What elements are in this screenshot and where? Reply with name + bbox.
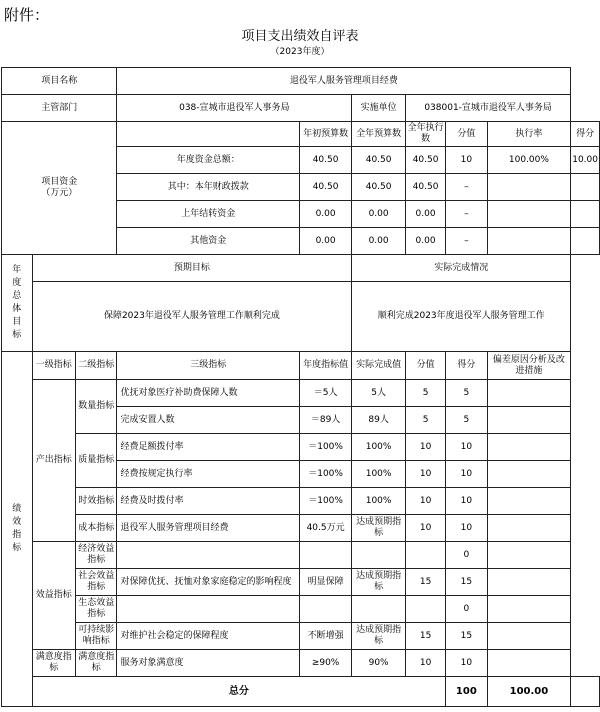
perf-level2: 质量指标 [75, 434, 117, 488]
funds-row-name: 年度资金总额： [117, 147, 300, 174]
perf-score-value[interactable]: 10 [406, 434, 446, 461]
goals-expected-header: 预期目标 [32, 255, 352, 282]
perf-deviation[interactable] [487, 650, 571, 677]
perf-score[interactable]: 5 [446, 380, 488, 407]
perf-row [2, 434, 600, 461]
perf-score-value[interactable]: 5 [406, 407, 446, 434]
perf-indicator[interactable]: 经费足额拨付率 [117, 434, 300, 461]
total-row [2, 677, 600, 707]
funds-rate[interactable] [487, 228, 571, 255]
project-name-label: 项目名称 [2, 68, 117, 95]
perf-actual[interactable]: 100% [352, 461, 406, 488]
funds-header: 全年预算数 [352, 122, 406, 147]
funds-blank-header [117, 122, 300, 147]
funds-score[interactable] [571, 201, 600, 228]
perf-row [2, 488, 600, 515]
perf-score-value[interactable]: 5 [406, 380, 446, 407]
perf-row [2, 596, 600, 623]
perf-target[interactable] [300, 596, 352, 623]
perf-header-row [2, 352, 600, 380]
perf-actual[interactable]: 达成预期指标 [352, 623, 406, 650]
total-score[interactable]: 100.00 [487, 677, 571, 707]
funds-header: 执行率 [487, 122, 571, 147]
page-title: 项目支出绩效自评表 [241, 29, 359, 44]
perf-deviation[interactable] [487, 569, 571, 596]
funds-rate[interactable]: 100.00% [487, 147, 571, 174]
perf-score[interactable]: 0 [446, 596, 488, 623]
funds-row-name: 上年结转资金 [117, 201, 300, 228]
goals-actual-header: 实际完成情况 [352, 255, 571, 282]
perf-row [2, 380, 600, 407]
funds-row-name: 其中：本年财政拨款 [117, 174, 300, 201]
perf-header: 偏差原因分析及改进措施 [487, 352, 571, 380]
perf-level2: 数量指标 [75, 380, 117, 434]
perf-level2: 社会效益指标 [75, 569, 117, 596]
funds-header: 分值 [446, 122, 488, 147]
funds-score-value[interactable]: – [446, 228, 488, 255]
attachment-label: 附件： [4, 6, 50, 24]
perf-score-value[interactable]: 15 [406, 569, 446, 596]
perf-score[interactable]: 10 [446, 650, 488, 677]
funds-rate[interactable] [487, 174, 571, 201]
funds-row-name: 其他资金 [117, 228, 300, 255]
perf-score[interactable]: 10 [446, 488, 488, 515]
perf-actual[interactable]: 90% [352, 650, 406, 677]
perf-actual[interactable]: 100% [352, 434, 406, 461]
funds-executed[interactable]: 0.00 [406, 228, 446, 255]
funds-header: 年初预算数 [300, 122, 352, 147]
funds-score-value[interactable]: 10 [446, 147, 488, 174]
perf-score-value[interactable]: 10 [406, 650, 446, 677]
funds-header-row [2, 122, 600, 147]
perf-score[interactable]: 5 [446, 407, 488, 434]
perf-target[interactable]: ＝89人 [300, 407, 352, 434]
perf-target[interactable]: ＝100% [300, 434, 352, 461]
perf-deviation[interactable] [487, 596, 571, 623]
perf-deviation[interactable] [487, 380, 571, 407]
perf-label: 绩效指标 [2, 352, 33, 707]
perf-indicator[interactable]: 完成安置人数 [117, 407, 300, 434]
perf-deviation[interactable] [487, 488, 571, 515]
perf-indicator[interactable]: 对维护社会稳定的保障程度 [117, 623, 300, 650]
funds-label: 项目资金 （万元） [2, 122, 117, 255]
perf-header: 年度指标值 [300, 352, 352, 380]
perf-indicator[interactable]: 对保障优抚、抚恤对象家庭稳定的影响程度 [117, 569, 300, 596]
goals-actual-value[interactable]: 顺利完成2023年度退役军人服务管理工作 [352, 282, 571, 352]
perf-header: 二级指标 [75, 352, 117, 380]
perf-indicator[interactable]: 退役军人服务管理项目经费 [117, 515, 300, 542]
perf-score[interactable]: 10 [446, 461, 488, 488]
funds-header: 得分 [571, 122, 600, 147]
perf-deviation[interactable] [487, 434, 571, 461]
perf-header: 得分 [446, 352, 488, 380]
funds-initial[interactable]: 40.50 [300, 147, 352, 174]
impl-label: 实施单位 [352, 95, 406, 122]
perf-actual[interactable]: 达成预期指标 [352, 569, 406, 596]
funds-executed[interactable]: 40.50 [406, 147, 446, 174]
perf-row [2, 623, 600, 650]
perf-indicator[interactable]: 经费按规定执行率 [117, 461, 300, 488]
funds-annual[interactable]: 40.50 [352, 147, 406, 174]
perf-level2: 时效指标 [75, 488, 117, 515]
perf-indicator[interactable]: 服务对象满意度 [117, 650, 300, 677]
funds-score[interactable]: 10.00 [571, 147, 600, 174]
perf-target[interactable]: ＝100% [300, 461, 352, 488]
goals-content-row [2, 282, 600, 352]
perf-level2: 经济效益指标 [75, 542, 117, 569]
perf-deviation[interactable] [487, 461, 571, 488]
funds-score-value[interactable]: – [446, 174, 488, 201]
report-year: （2023年度） [270, 47, 330, 57]
perf-actual[interactable]: 100% [352, 488, 406, 515]
funds-executed[interactable]: 0.00 [406, 201, 446, 228]
goals-expected-value[interactable]: 保障2023年退役军人服务管理工作顺利完成 [32, 282, 352, 352]
perf-header: 一级指标 [32, 352, 75, 380]
perf-indicator[interactable]: 优抚对象医疗补助费保障人数 [117, 380, 300, 407]
perf-score[interactable]: 10 [446, 515, 488, 542]
perf-actual[interactable]: 5人 [352, 380, 406, 407]
funds-header: 全年执行数 [406, 122, 446, 147]
perf-row [2, 515, 600, 542]
perf-indicator[interactable] [117, 542, 300, 569]
perf-target[interactable]: 40.5万元 [300, 515, 352, 542]
total-score-value[interactable]: 100 [446, 677, 488, 707]
perf-target[interactable]: ＝5人 [300, 380, 352, 407]
total-deviation[interactable] [571, 677, 600, 707]
funds-score[interactable] [571, 174, 600, 201]
perf-level2: 成本指标 [75, 515, 117, 542]
perf-score-value[interactable] [406, 542, 446, 569]
funds-annual[interactable]: 0.00 [352, 201, 406, 228]
perf-actual[interactable]: 89人 [352, 407, 406, 434]
perf-score-value[interactable]: 10 [406, 488, 446, 515]
project-name-value[interactable]: 退役军人服务管理项目经费 [117, 68, 571, 95]
perf-score[interactable]: 15 [446, 569, 488, 596]
perf-score[interactable]: 10 [446, 434, 488, 461]
perf-actual[interactable] [352, 596, 406, 623]
perf-score-value[interactable]: 15 [406, 623, 446, 650]
funds-executed[interactable]: 40.50 [406, 174, 446, 201]
project-name-row [2, 68, 600, 95]
department-row [2, 95, 600, 122]
perf-level1: 产出指标 [32, 380, 75, 542]
perf-score-value[interactable] [406, 596, 446, 623]
perf-deviation[interactable] [487, 542, 571, 569]
perf-target[interactable]: ＝100% [300, 488, 352, 515]
perf-indicator[interactable]: 经费及时拨付率 [117, 488, 300, 515]
perf-deviation[interactable] [487, 515, 571, 542]
perf-row [2, 542, 600, 569]
funds-score-value[interactable]: – [446, 201, 488, 228]
perf-score[interactable]: 0 [446, 542, 488, 569]
perf-target[interactable]: 不断增强 [300, 623, 352, 650]
perf-deviation[interactable] [487, 623, 571, 650]
impl-value[interactable]: 038001-宣城市退役军人事务局 [406, 95, 571, 122]
perf-target[interactable]: ≥90% [300, 650, 352, 677]
perf-indicator[interactable] [117, 596, 300, 623]
perf-level2: 生态效益指标 [75, 596, 117, 623]
perf-score-value[interactable]: 10 [406, 461, 446, 488]
funds-initial[interactable]: 40.50 [300, 174, 352, 201]
perf-level1: 满意度指标 [32, 650, 75, 677]
perf-score[interactable]: 15 [446, 623, 488, 650]
perf-target[interactable] [300, 542, 352, 569]
perf-header: 分值 [406, 352, 446, 380]
funds-score[interactable] [571, 228, 600, 255]
funds-annual[interactable]: 40.50 [352, 174, 406, 201]
perf-row [2, 650, 600, 677]
perf-level2: 满意度指标 [75, 650, 117, 677]
total-label: 总分 [32, 677, 445, 707]
evaluation-table [1, 67, 600, 707]
perf-actual[interactable] [352, 542, 406, 569]
dept-label: 主管部门 [2, 95, 117, 122]
funds-initial[interactable]: 0.00 [300, 201, 352, 228]
perf-level1: 效益指标 [32, 542, 75, 650]
perf-score-value[interactable]: 10 [406, 515, 446, 542]
perf-header: 三级指标 [117, 352, 300, 380]
funds-rate[interactable] [487, 201, 571, 228]
perf-deviation[interactable] [487, 407, 571, 434]
perf-level2: 可持续影响指标 [75, 623, 117, 650]
perf-target[interactable]: 明显保障 [300, 569, 352, 596]
perf-row [2, 569, 600, 596]
perf-actual[interactable]: 达成预期指标 [352, 515, 406, 542]
goals-header-row [2, 255, 600, 282]
funds-initial[interactable]: 0.00 [300, 228, 352, 255]
perf-header: 实际完成值 [352, 352, 406, 380]
funds-annual[interactable]: 0.00 [352, 228, 406, 255]
goals-label: 年度总体目标 [2, 255, 33, 352]
dept-value[interactable]: 038-宣城市退役军人事务局 [117, 95, 352, 122]
